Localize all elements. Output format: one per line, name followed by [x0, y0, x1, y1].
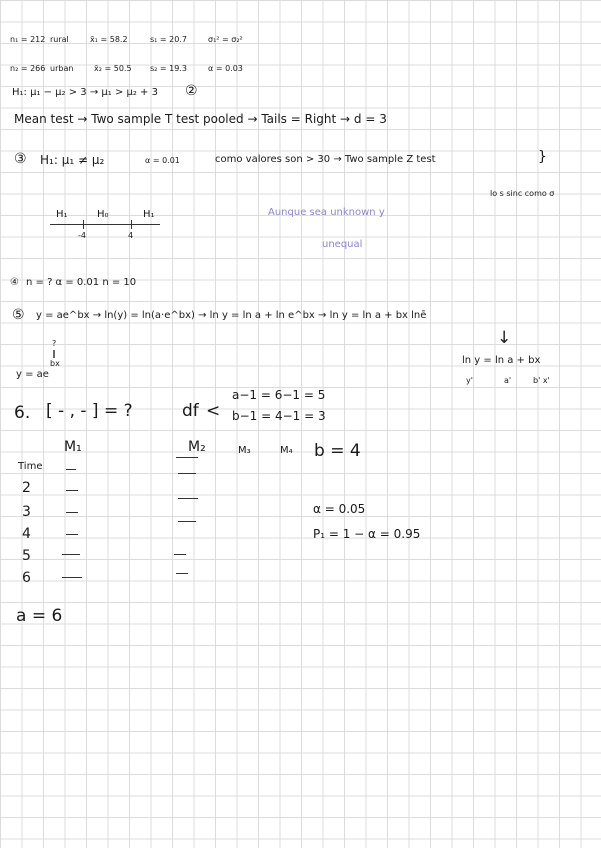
- bracket-mark: }: [538, 149, 547, 165]
- m1-blank: [66, 490, 78, 491]
- row-label-time: Time: [18, 461, 43, 472]
- m1-blank: [66, 534, 78, 535]
- column-m2: M₂: [188, 439, 206, 455]
- alpha-value: α = 0.03: [208, 64, 243, 73]
- q6-p1: P₁ = 1 − α = 0.95: [313, 527, 421, 541]
- hypothesis-h1: H₁: μ₁ − μ₂ > 3 → μ₁ > μ₂ + 3: [12, 87, 158, 98]
- down-arrow: ↓: [497, 328, 512, 348]
- group2-label: urban: [50, 64, 74, 73]
- q4-text: n = ? α = 0.01 n = 10: [26, 277, 137, 288]
- s1-value: s₁ = 20.7: [150, 35, 187, 44]
- row-label: 6: [22, 570, 31, 586]
- q3-hypothesis: H₁: μ₁ ≠ μ₂: [40, 153, 105, 167]
- q6-b-df: b−1 = 4−1 = 3: [232, 409, 326, 423]
- question-number-4: ④: [10, 277, 19, 288]
- m1-blank: [62, 554, 80, 555]
- question-number-3: ③: [14, 151, 27, 167]
- q6-interval: [ - , - ] = ?: [46, 401, 133, 421]
- q5-derivation: y = ae^bx → ln(y) = ln(a·e^bx) → ln y = ln a + ln e^bx → ln y = ln a + bx lnē: [36, 310, 427, 321]
- axis-h1-right: H₁: [143, 209, 155, 220]
- tick-label-left: -4: [78, 231, 86, 240]
- m1-blank: [66, 512, 78, 513]
- n1-value: n₁ = 212: [10, 35, 46, 44]
- q6-df: df: [182, 401, 199, 421]
- m2-blank: [178, 473, 196, 474]
- q5-a-prime: a': [504, 376, 512, 385]
- blue-note-2: unequal: [322, 239, 363, 250]
- tick-label-right: 4: [128, 231, 134, 240]
- m2-blank: [174, 554, 186, 555]
- q5-question-mark: ?: [52, 339, 57, 348]
- question-number-2: ②: [185, 83, 198, 99]
- s2-value: s₂ = 19.3: [150, 64, 187, 73]
- column-m1: M₁: [64, 439, 82, 455]
- q3-alpha: α = 0.01: [145, 156, 180, 165]
- m2-blank: [178, 498, 198, 499]
- tick-left: [83, 220, 84, 229]
- row-label: 4: [22, 526, 31, 542]
- axis-h0: H₀: [97, 209, 109, 220]
- test-description: Mean test → Two sample T test pooled → Tails = Right → d = 3: [14, 112, 387, 126]
- m1-blank: [66, 469, 76, 470]
- m2-blank: [176, 573, 188, 574]
- group1-label: rural: [50, 35, 69, 44]
- q3-z-test-note: como valores son > 30 → Two sample Z test: [215, 154, 436, 165]
- q5-bx-prime: b' x': [533, 376, 550, 385]
- row-label: 3: [22, 504, 31, 520]
- q6-a-df: a−1 = 6−1 = 5: [232, 388, 326, 402]
- column-m4: M₄: [280, 445, 293, 456]
- number-line: [50, 224, 160, 225]
- q6-b-value: b = 4: [314, 441, 361, 461]
- question-number-6: 6.: [14, 403, 31, 423]
- m1-blank: [62, 577, 82, 578]
- axis-h1-left: H₁: [56, 209, 68, 220]
- row-label: 2: [22, 480, 31, 496]
- m2-header-underline: [176, 457, 198, 458]
- n2-value: n₂ = 266: [10, 64, 46, 73]
- q6-brace: <: [206, 401, 221, 421]
- column-m3: M₃: [238, 445, 251, 456]
- q5-linear-form: ln y = ln a + bx: [462, 355, 541, 366]
- sigma-equality: σ₁² = σ₂²: [208, 35, 243, 44]
- q5-original-form: y = ae: [16, 369, 49, 380]
- q5-y-prime: y': [466, 376, 473, 385]
- tick-right: [131, 220, 132, 229]
- xbar1-value: x̄₁ = 58.2: [90, 35, 128, 44]
- m2-blank: [178, 521, 196, 522]
- blue-note-1: Aunque sea unknown y: [268, 207, 385, 218]
- q5-equal-marks: ‖: [52, 349, 56, 358]
- question-number-5: ⑤: [12, 307, 25, 323]
- row-label: 5: [22, 548, 31, 564]
- q5-bx-exponent: bx: [50, 359, 60, 368]
- q6-alpha: α = 0.05: [313, 502, 366, 516]
- q6-a-value: a = 6: [16, 606, 63, 626]
- xbar2-value: x̄₂ = 50.5: [94, 64, 132, 73]
- q3-side-note: lo s sinc como σ: [490, 189, 555, 198]
